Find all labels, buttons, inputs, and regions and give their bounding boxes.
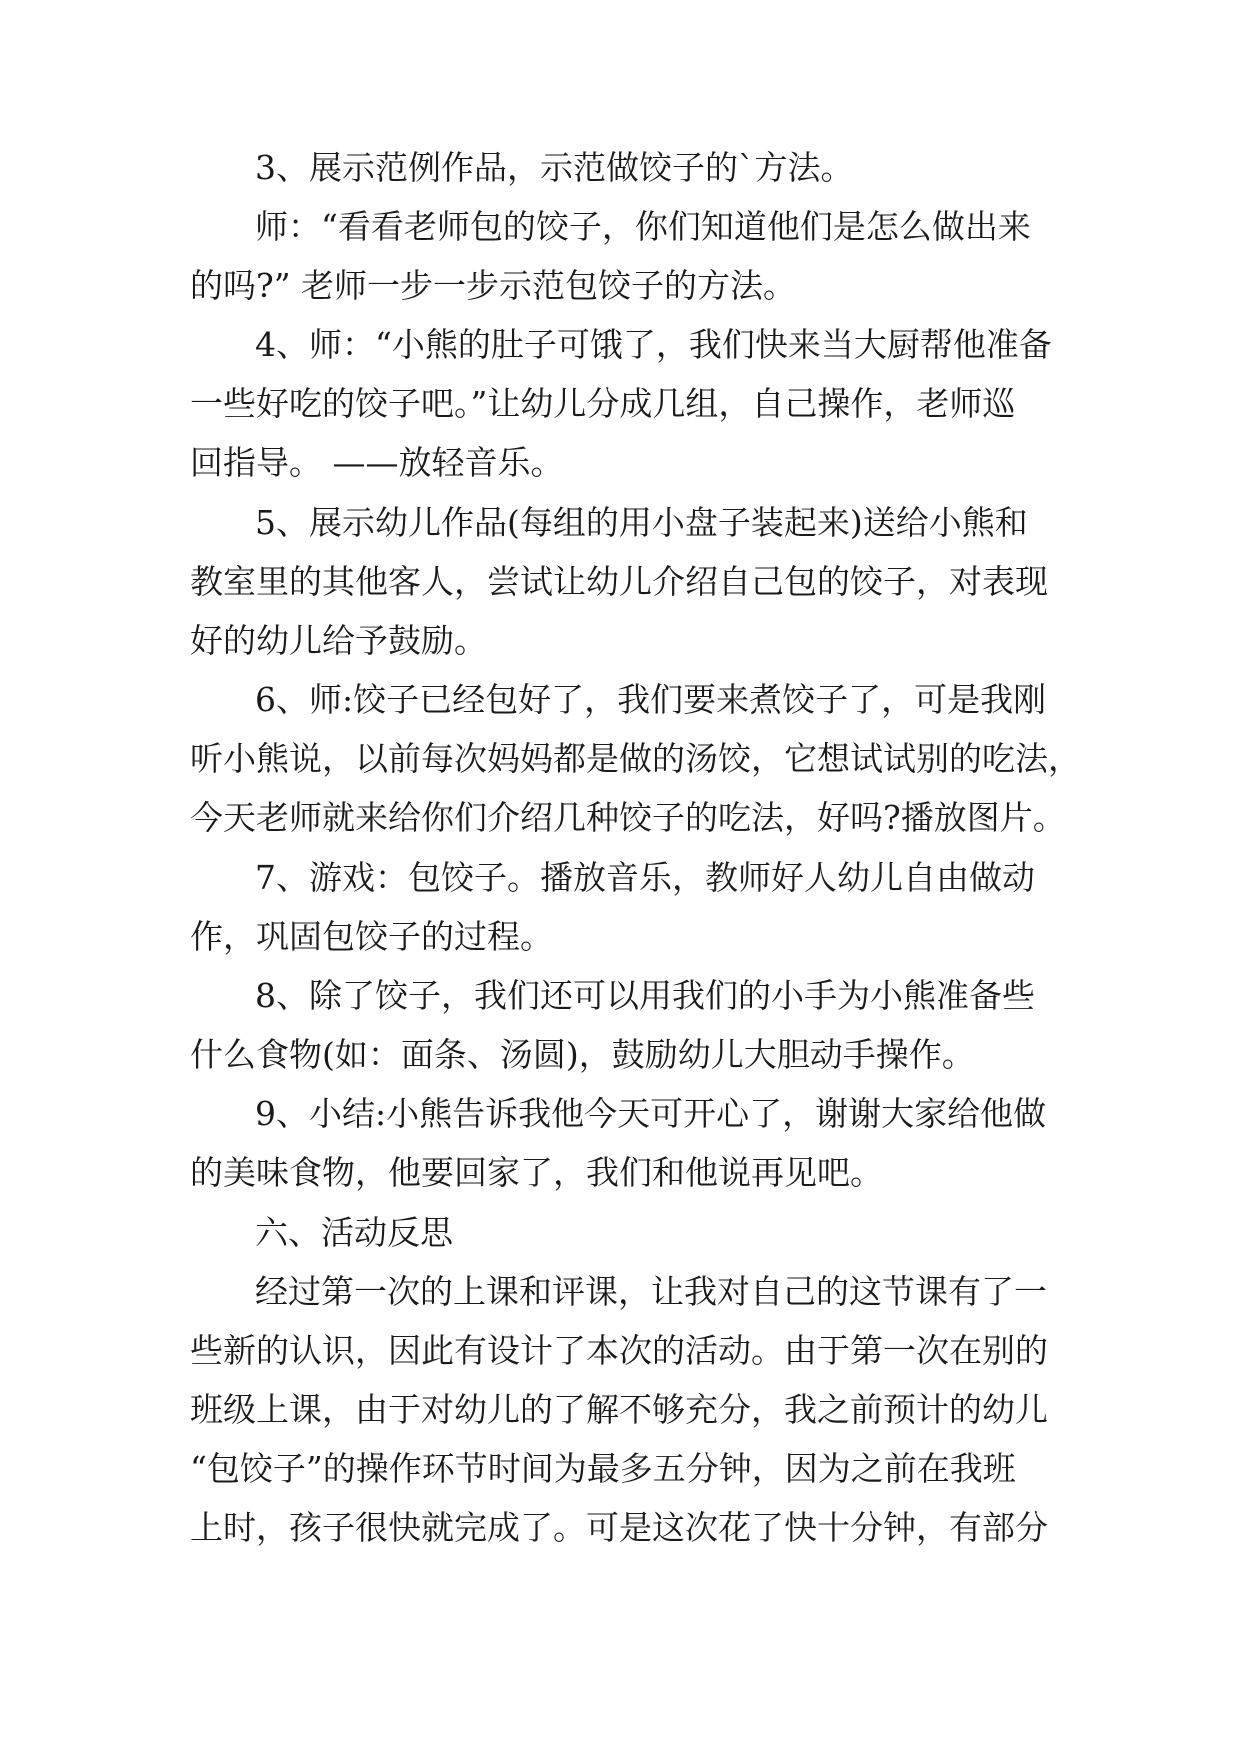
text-line: 3、展示范例作品，示范做饺子的`方法。 — [255, 148, 854, 187]
text-line: 上时，孩子很快就完成了。可是这次花了快十分钟，有部分 — [190, 1508, 1048, 1547]
text-line: 一些好吃的饺子吧。”让幼儿分成几组，自己操作，老师巡 — [190, 384, 1016, 423]
text-line: 9、小结:小熊告诉我他今天可开心了，谢谢大家给他做 — [255, 1094, 1047, 1133]
text-line: 的吗?” 老师一步一步示范包饺子的方法。 — [190, 266, 797, 305]
text-line: 些新的认识，因此有设计了本次的活动。由于第一次在别的 — [190, 1331, 1048, 1370]
text-line: 班级上课，由于对幼儿的了解不够充分，我之前预计的幼儿 — [190, 1390, 1048, 1429]
text-line: 经过第一次的上课和评课，让我对自己的这节课有了一 — [255, 1272, 1047, 1311]
text-line: 7、游戏：包饺子。播放音乐，教师好人幼儿自由做动 — [255, 858, 1035, 897]
text-line: 的美味食物，他要回家了，我们和他说再见吧。 — [190, 1153, 883, 1192]
text-line: 今天老师就来给你们介绍几种饺子的吃法，好吗?播放图片。 — [190, 798, 1066, 837]
text-line: 8、除了饺子，我们还可以用我们的小手为小熊准备些 — [255, 976, 1035, 1015]
text-line: 回指导。 ——放轻音乐。 — [190, 443, 564, 482]
text-line: 5、展示幼儿作品(每组的用小盘子装起来)送给小熊和 — [255, 503, 1028, 542]
text-line: “包饺子”的操作环节时间为最多五分钟，因为之前在我班 — [190, 1449, 1016, 1488]
section-heading: 六、活动反思 — [255, 1213, 453, 1252]
text-line: 4、师：“小熊的肚子可饿了，我们快来当大厨帮他准备 — [255, 325, 1052, 364]
text-line: 师：“看看老师包的饺子，你们知道他们是怎么做出来 — [255, 207, 1031, 246]
text-line: 好的幼儿给予鼓励。 — [190, 621, 487, 660]
text-line: 作，巩固包饺子的过程。 — [190, 917, 553, 956]
text-line: 教室里的其他客人，尝试让幼儿介绍自己包的饺子，对表现 — [190, 562, 1048, 601]
text-line: 什么食物(如：面条、汤圆)，鼓励幼儿大胆动手操作。 — [190, 1035, 975, 1074]
text-line: 听小熊说，以前每次妈妈都是做的汤饺，它想试试别的吃法， — [190, 739, 1081, 778]
text-line: 6、师:饺子已经包好了，我们要来煮饺子了，可是我刚 — [255, 680, 1047, 719]
